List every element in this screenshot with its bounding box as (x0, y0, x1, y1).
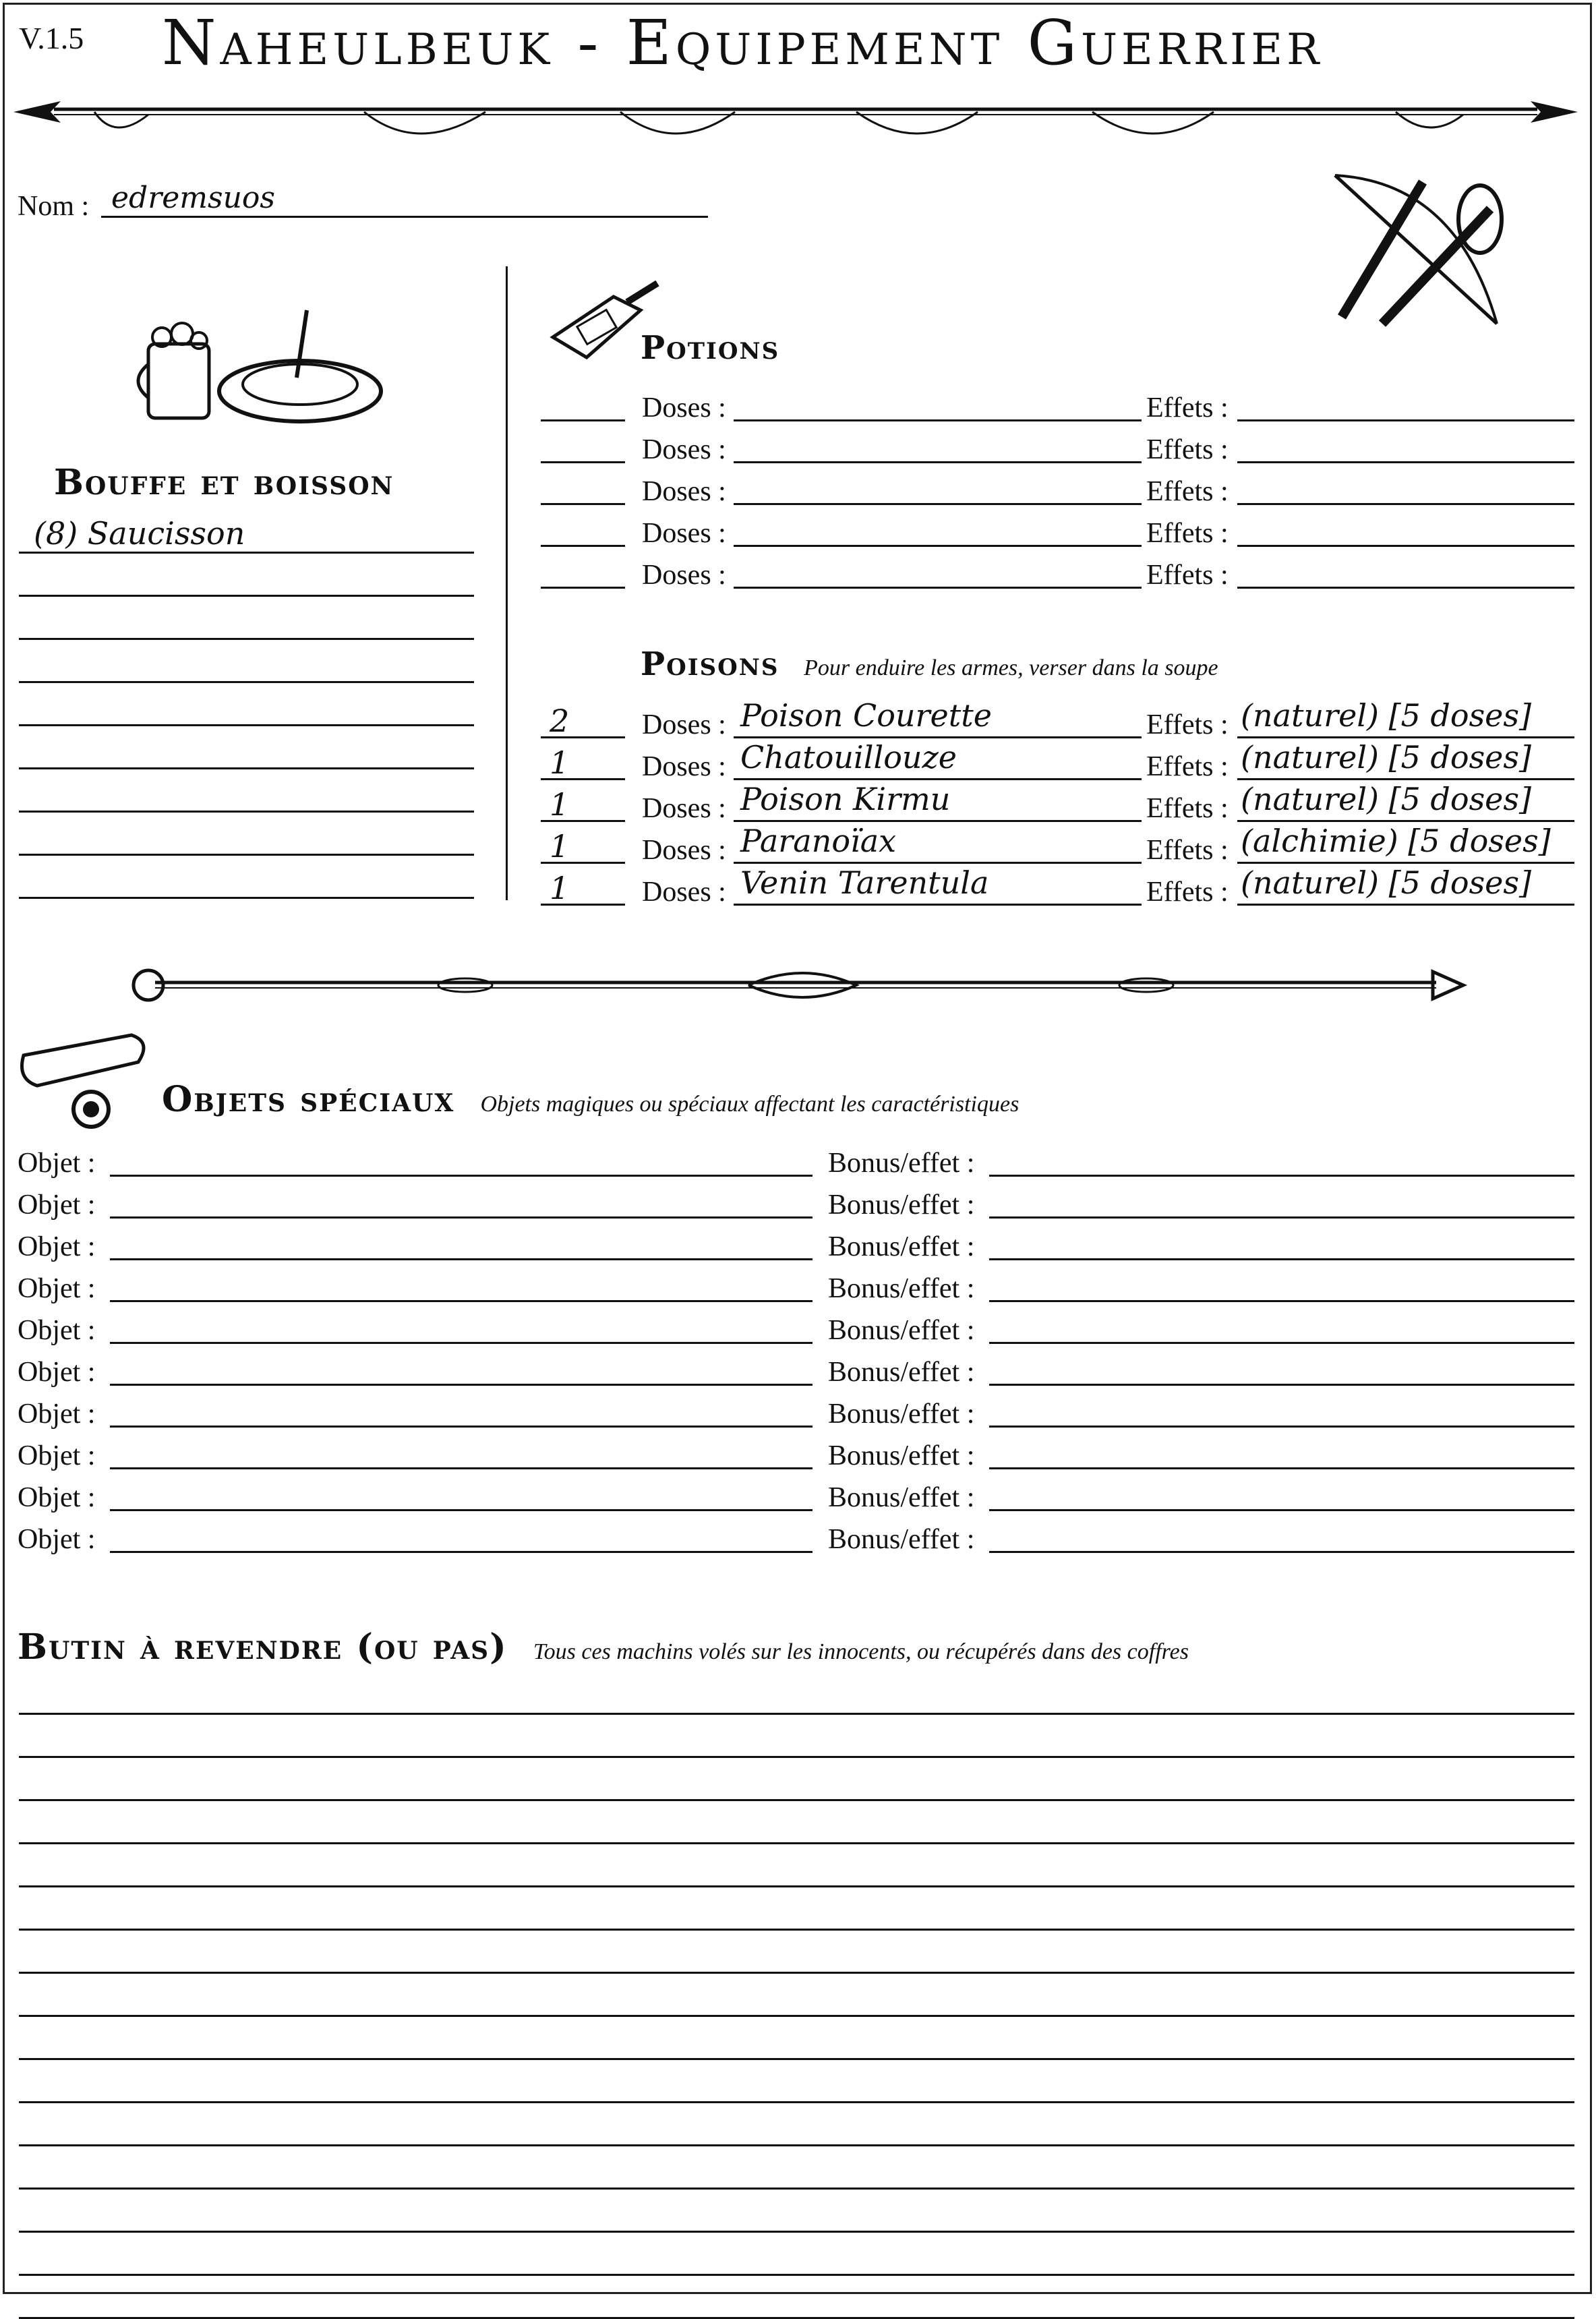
bonus-line[interactable] (989, 1258, 1574, 1260)
butin-subtitle: Tous ces machins volés sur les innocents, ou récupérés dans des coffres (533, 1639, 1189, 1664)
effets-line (1237, 461, 1574, 463)
page-title: Naheulbeuk - Equipement Guerrier (162, 7, 1324, 79)
effets-value[interactable]: (alchimie) [5 doses] (1241, 823, 1551, 859)
effets-label: Effets : (1146, 709, 1229, 740)
objet-line[interactable] (110, 1175, 812, 1177)
butin-line[interactable] (19, 1842, 1574, 1844)
doses-line (734, 736, 1142, 738)
bonus-label: Bonus/effet : (828, 1231, 975, 1262)
doses-line (734, 778, 1142, 780)
food-mug-icon (135, 303, 384, 438)
bouffe-line (19, 552, 474, 554)
objet-line[interactable] (110, 1300, 812, 1302)
doses-line (734, 862, 1142, 864)
effets-label: Effets : (1146, 392, 1229, 423)
objet-line[interactable] (110, 1551, 812, 1553)
bouffe-line (19, 681, 474, 683)
qty-value[interactable]: 2 (550, 703, 570, 739)
objet-line[interactable] (110, 1258, 812, 1260)
effets-line (1237, 820, 1574, 822)
butin-line[interactable] (19, 1972, 1574, 1974)
bonus-line[interactable] (989, 1384, 1574, 1386)
butin-line[interactable] (19, 2231, 1574, 2233)
doses-label: Doses : (642, 476, 726, 507)
qty-value[interactable]: 1 (550, 870, 570, 906)
bonus-line[interactable] (989, 1467, 1574, 1469)
qty-line (541, 545, 625, 547)
doses-label: Doses : (642, 434, 726, 465)
spear-divider-top (13, 88, 1578, 148)
doses-value[interactable]: Poison Courette (740, 697, 992, 734)
doses-label: Doses : (642, 392, 726, 423)
doses-line (734, 461, 1142, 463)
doses-value[interactable]: Venin Tarentula (740, 864, 989, 901)
objet-label: Objet : (18, 1482, 96, 1513)
effets-line (1237, 904, 1574, 906)
objet-line[interactable] (110, 1426, 812, 1428)
bonus-line[interactable] (989, 1216, 1574, 1219)
butin-title: Butin à revendre (ou pas) (18, 1626, 508, 1668)
objet-line[interactable] (110, 1342, 812, 1344)
effets-line (1237, 778, 1574, 780)
butin-line[interactable] (19, 2058, 1574, 2060)
crossed-weapons-icon (1322, 155, 1524, 337)
qty-value[interactable]: 1 (550, 744, 570, 781)
objet-label: Objet : (18, 1273, 96, 1304)
objet-label: Objet : (18, 1231, 96, 1262)
objets-subtitle: Objets magiques ou spéciaux affectant les caractéristiques (480, 1092, 1019, 1117)
doses-value[interactable]: Paranoïax (740, 823, 897, 859)
objet-line[interactable] (110, 1509, 812, 1511)
effets-label: Effets : (1146, 793, 1229, 824)
doses-label: Doses : (642, 877, 726, 908)
doses-label: Doses : (642, 835, 726, 866)
objet-line[interactable] (110, 1216, 812, 1219)
bouffe-line (19, 724, 474, 726)
bonus-label: Bonus/effet : (828, 1190, 975, 1221)
effets-line (1237, 587, 1574, 589)
effets-label: Effets : (1146, 476, 1229, 507)
effets-line (1237, 503, 1574, 505)
doses-label: Doses : (642, 793, 726, 824)
butin-line[interactable] (19, 2144, 1574, 2146)
bonus-label: Bonus/effet : (828, 1315, 975, 1346)
doses-label: Doses : (642, 560, 726, 591)
nom-label: Nom : (18, 191, 90, 222)
bonus-line[interactable] (989, 1342, 1574, 1344)
doses-line (734, 545, 1142, 547)
objet-label: Objet : (18, 1524, 96, 1555)
effets-value[interactable]: (naturel) [5 doses] (1241, 739, 1531, 775)
effets-label: Effets : (1146, 835, 1229, 866)
objets-title-block (162, 1079, 1019, 1120)
doses-line (734, 419, 1142, 421)
doses-line (734, 820, 1142, 822)
qty-line (541, 461, 625, 463)
doses-label: Doses : (642, 751, 726, 782)
doses-label: Doses : (642, 518, 726, 549)
objet-line[interactable] (110, 1384, 812, 1386)
bouffe-title: Bouffe et boisson (54, 462, 394, 503)
bouffe-line (19, 811, 474, 813)
potions-title: Potions (641, 329, 780, 367)
butin-line[interactable] (19, 1713, 1574, 1715)
doses-value[interactable]: Poison Kirmu (740, 781, 951, 817)
doses-label: Doses : (642, 709, 726, 740)
butin-line[interactable] (19, 2188, 1574, 2190)
objet-label: Objet : (18, 1357, 96, 1388)
butin-line[interactable] (19, 1799, 1574, 1801)
effets-line (1237, 545, 1574, 547)
effets-line (1237, 862, 1574, 864)
column-divider (506, 266, 508, 900)
doses-line (734, 587, 1142, 589)
objet-label: Objet : (18, 1190, 96, 1221)
bouffe-line (19, 595, 474, 597)
bonus-line[interactable] (989, 1509, 1574, 1511)
objet-label: Objet : (18, 1399, 96, 1430)
effets-value[interactable]: (naturel) [5 doses] (1241, 864, 1531, 901)
nom-value[interactable]: edremsuos (111, 181, 275, 215)
bonus-label: Bonus/effet : (828, 1524, 975, 1555)
bonus-label: Bonus/effet : (828, 1482, 975, 1513)
effets-line (1237, 419, 1574, 421)
effets-label: Effets : (1146, 751, 1229, 782)
doses-value[interactable]: Chatouillouze (740, 739, 957, 775)
objet-line[interactable] (110, 1467, 812, 1469)
poisons-title-block (641, 645, 1218, 683)
effets-value[interactable]: (naturel) [5 doses] (1241, 781, 1531, 817)
bouffe-line (19, 854, 474, 856)
bonus-line[interactable] (989, 1551, 1574, 1553)
poisons-title: Poisons (641, 645, 779, 683)
bonus-label: Bonus/effet : (828, 1399, 975, 1430)
bonus-label: Bonus/effet : (828, 1440, 975, 1471)
bonus-line[interactable] (989, 1426, 1574, 1428)
bouffe-line (19, 767, 474, 769)
bouffe-line (19, 638, 474, 640)
bonus-line[interactable] (989, 1175, 1574, 1177)
bonus-line[interactable] (989, 1300, 1574, 1302)
butin-line[interactable] (19, 1885, 1574, 1887)
butin-line[interactable] (19, 1756, 1574, 1758)
scroll-ring-icon (17, 1028, 152, 1136)
bonus-label: Bonus/effet : (828, 1273, 975, 1304)
poisons-subtitle: Pour enduire les armes, verser dans la soupe (804, 655, 1218, 680)
bonus-label: Bonus/effet : (828, 1148, 975, 1179)
effets-value[interactable]: (naturel) [5 doses] (1241, 697, 1531, 734)
butin-line[interactable] (19, 2274, 1574, 2276)
butin-line[interactable] (19, 2015, 1574, 2017)
butin-line[interactable] (19, 2101, 1574, 2103)
effets-label: Effets : (1146, 518, 1229, 549)
staff-divider (128, 961, 1463, 1008)
effets-label: Effets : (1146, 560, 1229, 591)
bouffe-item[interactable]: (8) Saucisson (34, 515, 245, 552)
butin-line[interactable] (19, 1929, 1574, 1931)
objet-label: Objet : (18, 1315, 96, 1346)
butin-title-block (18, 1626, 1189, 1668)
effets-label: Effets : (1146, 877, 1229, 908)
nom-underline (101, 216, 708, 218)
qty-value[interactable]: 1 (550, 786, 570, 823)
objet-label: Objet : (18, 1148, 96, 1179)
version-label: V.1.5 (19, 21, 84, 55)
objets-title: Objets spéciaux (162, 1079, 455, 1120)
objet-label: Objet : (18, 1440, 96, 1471)
effets-line (1237, 736, 1574, 738)
bouffe-line (19, 897, 474, 899)
effets-label: Effets : (1146, 434, 1229, 465)
qty-line (541, 587, 625, 589)
qty-value[interactable]: 1 (550, 828, 570, 864)
doses-line (734, 503, 1142, 505)
qty-line (541, 419, 625, 421)
qty-line (541, 503, 625, 505)
doses-line (734, 904, 1142, 906)
bonus-label: Bonus/effet : (828, 1357, 975, 1388)
